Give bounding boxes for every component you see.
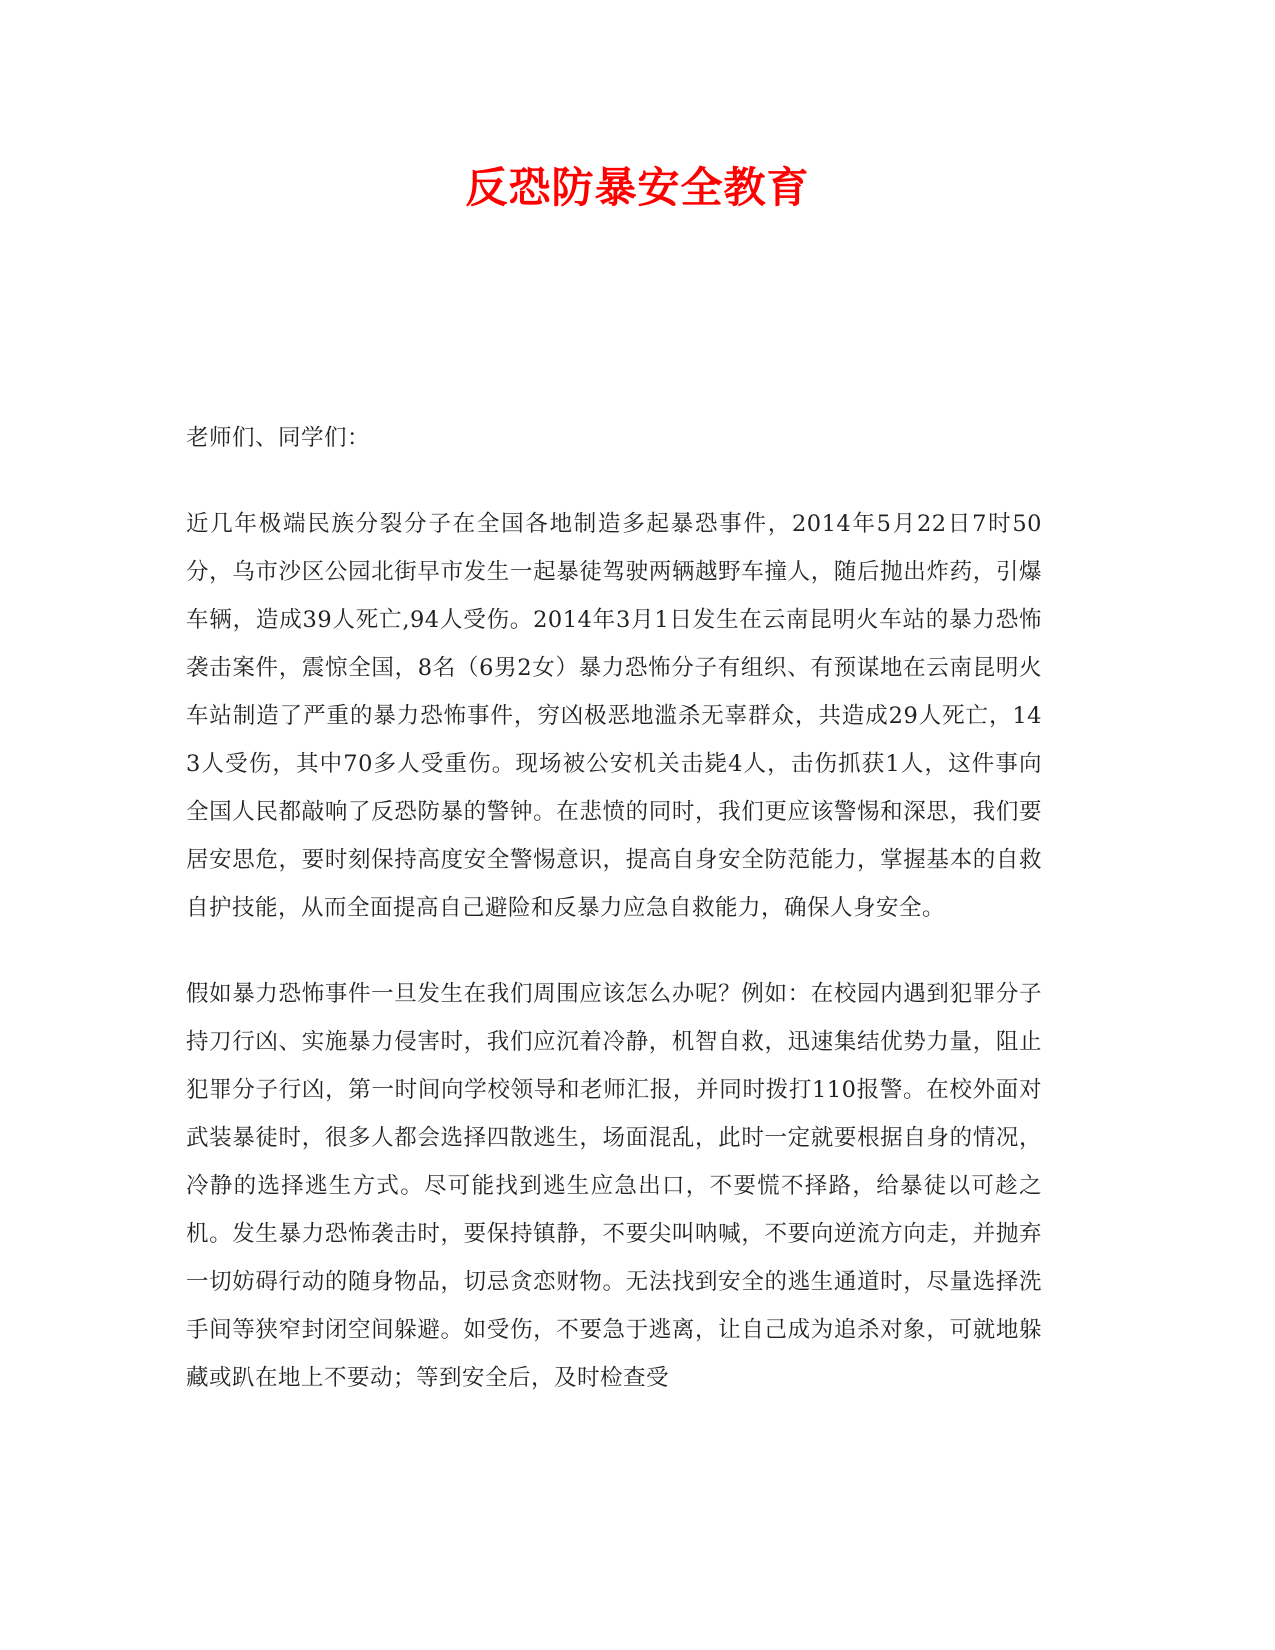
paragraph-response: 假如暴力恐怖事件一旦发生在我们周围应该怎么办呢？例如：在校园内遇到犯罪分子持刀行凶、实施暴力侵害时，我们应沉着冷静，机智自救，迅速集结优势力量，阻止犯罪分子行凶，第一时间向学校领导和老师汇报，并同时拨打110报警。在校外面对武装暴徒时，很多人都会选择四散逃生，场面混乱，此时一定就要根据自身的情况，冷静的选择逃生方式。尽可能找到逃生应急出口，不要慌不择路，给暴徒以可趁之机。发生暴力恐怖袭击时，要保持镇静，不要尖叫呐喊，不要向逆流方向走，并抛弃一切妨碍行动的随身物品，切忌贪恋财物。无法找到安全的逃生通道时，尽量选择洗手间等狭窄封闭空间躲避。如受伤，不要急于逃离，让自己成为追杀对象，可就地躲藏或趴在地上不要动；等到安全后，及时检查受 — [186, 981, 1042, 1391]
paragraph-incidents: 近几年极端民族分裂分子在全国各地制造多起暴恐事件，2014年5月22日7时50分，乌市沙区公园北街早市发生一起暴徒驾驶两辆越野车撞人，随后抛出炸药，引爆车辆，造成39人死亡,94人受伤。2014年3月1日发生在云南昆明火车站的暴力恐怖袭击案件，震惊全国，8名（6男2女）暴力恐怖分子有组织、有预谋地在云南昆明火车站制造了严重的暴力恐怖事件，穷凶极恶地滥杀无辜群众，共造成29人死亡，143人受伤，其中70多人受重伤。现场被公安机关击毙4人，击伤抓获1人，这件事向全国人民都敲响了反恐防暴的警钟。在悲愤的同时，我们更应该警惕和深思，我们要居安思危，要时刻保持高度安全警惕意识，提高自身安全防范能力，掌握基本的自救自护技能，从而全面提高自己避险和反暴力应急自救能力，确保人身安全。 — [186, 511, 1042, 921]
greeting: 老师们、同学们： — [186, 425, 371, 451]
document-title: 反恐防暴安全教育 — [465, 163, 810, 212]
document-body — [186, 414, 1042, 1402]
